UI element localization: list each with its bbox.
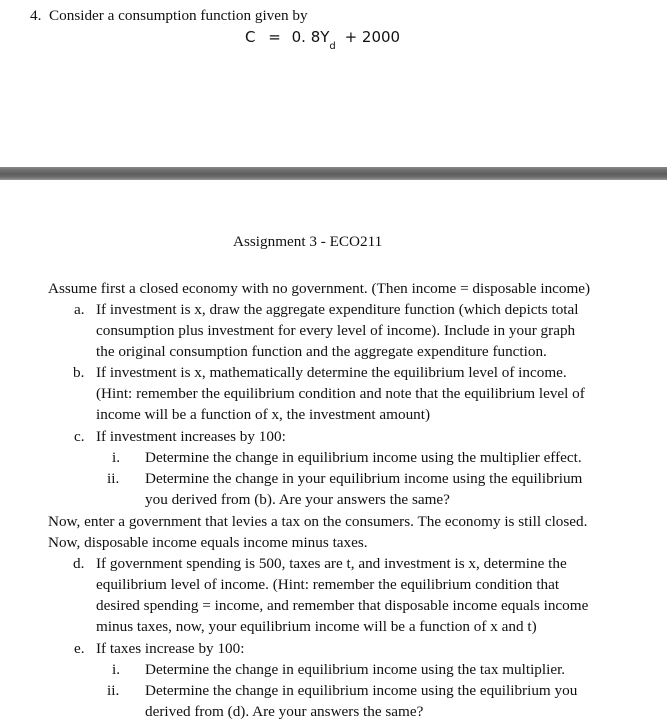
part-b-line: If investment is x, mathematically determine the equilibrium level of income. — [96, 364, 567, 381]
assignment-title: Assignment 3 - ECO211 — [233, 233, 383, 250]
part-d-line: equilibrium level of income. (Hint: remember the equilibrium condition that — [96, 576, 560, 593]
part-e-ii-line: Determine the change in equilibrium income using the equilibrium you — [145, 682, 578, 699]
part-a-line: the original consumption function and the aggregate expenditure function. — [96, 343, 547, 360]
part-d-marker: d. — [73, 555, 85, 572]
part-c-marker: c. — [74, 428, 85, 445]
page-divider — [0, 167, 667, 180]
part-b-marker: b. — [73, 364, 85, 381]
part-c-ii-marker: ii. — [107, 470, 120, 487]
equation-equals: = — [268, 28, 281, 46]
part-b-line: (Hint: remember the equilibrium condition and note that the equilibrium level of — [96, 385, 585, 402]
part-b-line: income will be a function of x, the investment amount) — [96, 406, 431, 423]
equation-lhs: C — [245, 28, 256, 46]
part-d-line: If government spending is 500, taxes are t, and investment is x, determine the — [96, 555, 567, 572]
consumption-equation — [245, 27, 400, 50]
part-c-i-marker: i. — [112, 449, 121, 466]
part-c-i-line: Determine the change in equilibrium income using the multiplier effect. — [145, 449, 582, 466]
part-e-i-line: Determine the change in equilibrium income using the tax multiplier. — [145, 661, 566, 678]
intro-text: Assume first a closed economy with no government. (Then income = disposable income) — [48, 280, 591, 297]
equation-subscript: d — [329, 41, 336, 52]
government-intro-line: Now, disposable income equals income minus taxes. — [48, 534, 368, 551]
equation-coefficient: 0. 8Y — [291, 28, 330, 46]
part-a-line: consumption plus investment for every level of income). Include in your graph — [96, 322, 576, 339]
part-c-line: If investment increases by 100: — [96, 428, 286, 445]
government-intro-line: Now, enter a government that levies a tax on the consumers. The economy is still closed. — [48, 513, 588, 530]
part-e-ii-marker: ii. — [107, 682, 120, 699]
part-c-ii-line: you derived from (b). Are your answers the same? — [145, 491, 450, 508]
part-d-line: desired spending = income, and remember that disposable income equals income — [96, 597, 589, 614]
question-text: Consider a consumption function given by — [49, 7, 308, 24]
part-e-i-marker: i. — [112, 661, 121, 678]
part-e-line: If taxes increase by 100: — [96, 640, 245, 657]
part-e-marker: e. — [74, 640, 85, 657]
question-number: 4. — [30, 7, 42, 24]
part-d-line: minus taxes, now, your equilibrium income will be a function of x and t) — [96, 618, 537, 635]
part-a-line: If investment is x, draw the aggregate expenditure function (which depicts total — [96, 301, 579, 318]
equation-constant: + 2000 — [344, 28, 401, 46]
part-e-ii-line: derived from (d). Are your answers the same? — [145, 703, 424, 720]
part-c-ii-line: Determine the change in your equilibrium income using the equilibrium — [145, 470, 583, 487]
part-a-marker: a. — [74, 301, 85, 318]
